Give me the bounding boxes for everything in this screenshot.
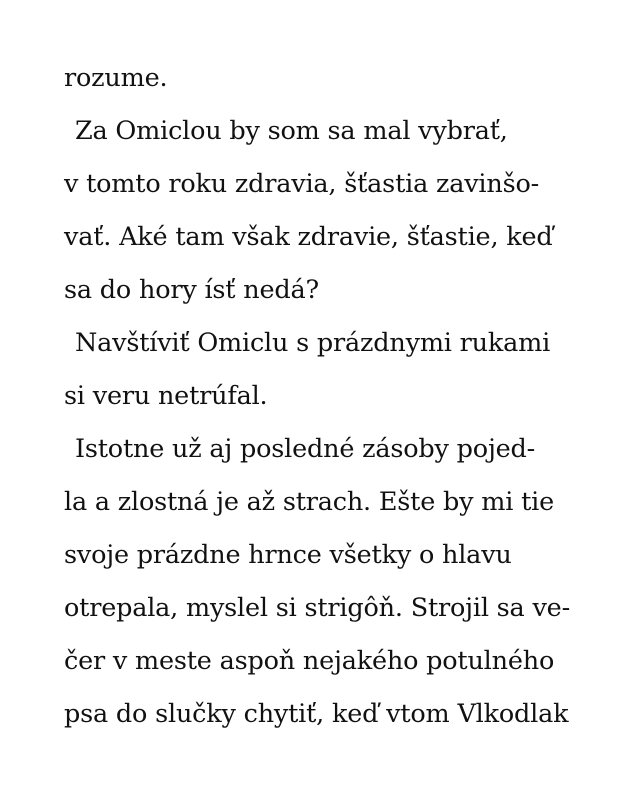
- text-line: rozume.: [64, 63, 168, 93]
- text-line: čer v meste aspoň nejakého potulného: [64, 646, 555, 676]
- paragraph-start-line: Navštíviť Omiclu s prázdnymi rukami: [75, 328, 551, 358]
- text-line: vať. Aké tam však zdravie, šťastie, keď: [64, 222, 553, 252]
- text-line: psa do slučky chytiť, keď vtom Vlkodlak: [64, 699, 569, 729]
- text-line: otrepala, myslel si strigôň. Strojil sa ve-: [64, 593, 570, 623]
- text-line: la a zlostná je až strach. Ešte by mi tie: [64, 487, 554, 517]
- text-line: si veru netrúfal.: [64, 381, 268, 411]
- text-line: svoje prázdne hrnce všetky o hlavu: [64, 540, 512, 570]
- paragraph-start-line: Istotne už aj posledné zásoby pojed-: [75, 434, 536, 464]
- text-line: v tomto roku zdravia, šťastia zavinšo-: [64, 169, 540, 199]
- paragraph-start-line: Za Omiclou by som sa mal vybrať,: [75, 116, 508, 146]
- text-line: sa do hory ísť nedá?: [64, 275, 319, 305]
